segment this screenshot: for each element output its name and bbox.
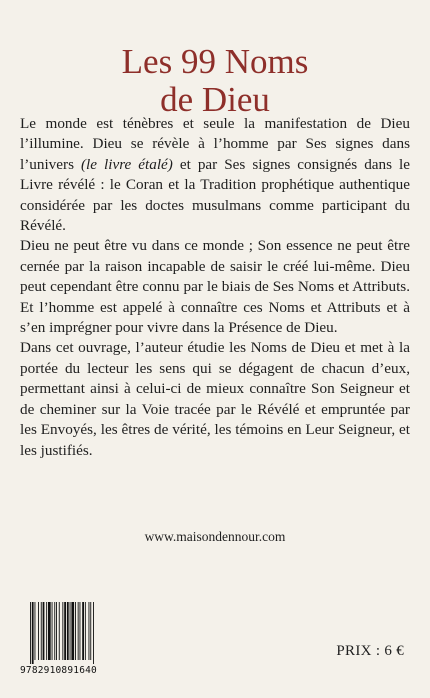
barcode-bar [43,602,45,660]
barcode-bar [70,602,71,660]
barcode-bar [62,602,63,660]
paragraph-3: Dans cet ouvrage, l’auteur étudie les Noms de Dieu et met à la portée du lecteur les sens qui se dégagent de chacun d’eux, permettant ainsi à celui-ci de mieux connaître Son Seigneur et de cheminer sur la Voie tracée par le Révélé et empruntée par les Envoyés, les êtres de vérité, les témoins en Leur Seigneur, et les justifiés. [20,339,410,459]
barcode-bar [93,602,94,664]
barcode-bar [64,602,66,660]
isbn-number: 9782910891640 [20,665,97,676]
barcode-bar [80,602,81,660]
barcode-bar [52,602,53,660]
barcode-bar [41,602,42,660]
book-title [0,43,430,119]
price-label: PRIX : 6 € [336,643,404,659]
barcode-bar [85,602,86,660]
paragraph-1-italic: (le livre étalé) [81,155,173,173]
barcode-bar [48,602,51,660]
barcode-bar [46,602,47,660]
paragraph-1-start: Le monde est ténèbres et seule la manifestation de Dieu l’illumine. Dieu se révèle à l’homme par Ses signes dans l’univers [20,115,410,173]
paragraph-1-end: et par Ses signes consignés dans le Livre révélé : le Coran et la Tradition prophétique authentique considérée par les doctes musulmans comme participant du Révélé. [20,155,411,235]
barcode-bar [67,602,69,660]
publisher-website[interactable]: www.maisondennour.com [144,529,286,544]
barcode-bar [32,602,34,664]
blurb [20,114,410,461]
barcode-bar [89,602,90,660]
title-line-2: de Dieu [160,80,270,120]
barcode-bar [54,602,55,660]
barcode [20,602,100,686]
barcode-bar [78,602,79,660]
barcode-bar [30,602,31,664]
barcode-bar [38,602,39,660]
barcode-bar [56,602,57,660]
barcode-bar [82,602,84,660]
paragraph-1 [20,114,410,236]
title-line-1: Les 99 Noms [121,42,309,82]
paragraph-2: Dieu ne peut être vu dans ce monde ; Son essence ne peut être cernée par la raison incapable de saisir le créé lui-même. Dieu peut cependant être connu par le biais de Ses Noms et Attributs. Et l’homme est appelé à connaître ces Noms et Attributs et à s’en imprégner pour vivre dans la Présence de Dieu. [20,237,410,337]
barcode-bar [75,602,76,660]
barcode-bars [30,602,120,664]
barcode-bar [35,602,36,660]
barcode-bar [90,602,91,660]
barcode-bar [59,602,60,660]
barcode-bar [71,602,74,660]
